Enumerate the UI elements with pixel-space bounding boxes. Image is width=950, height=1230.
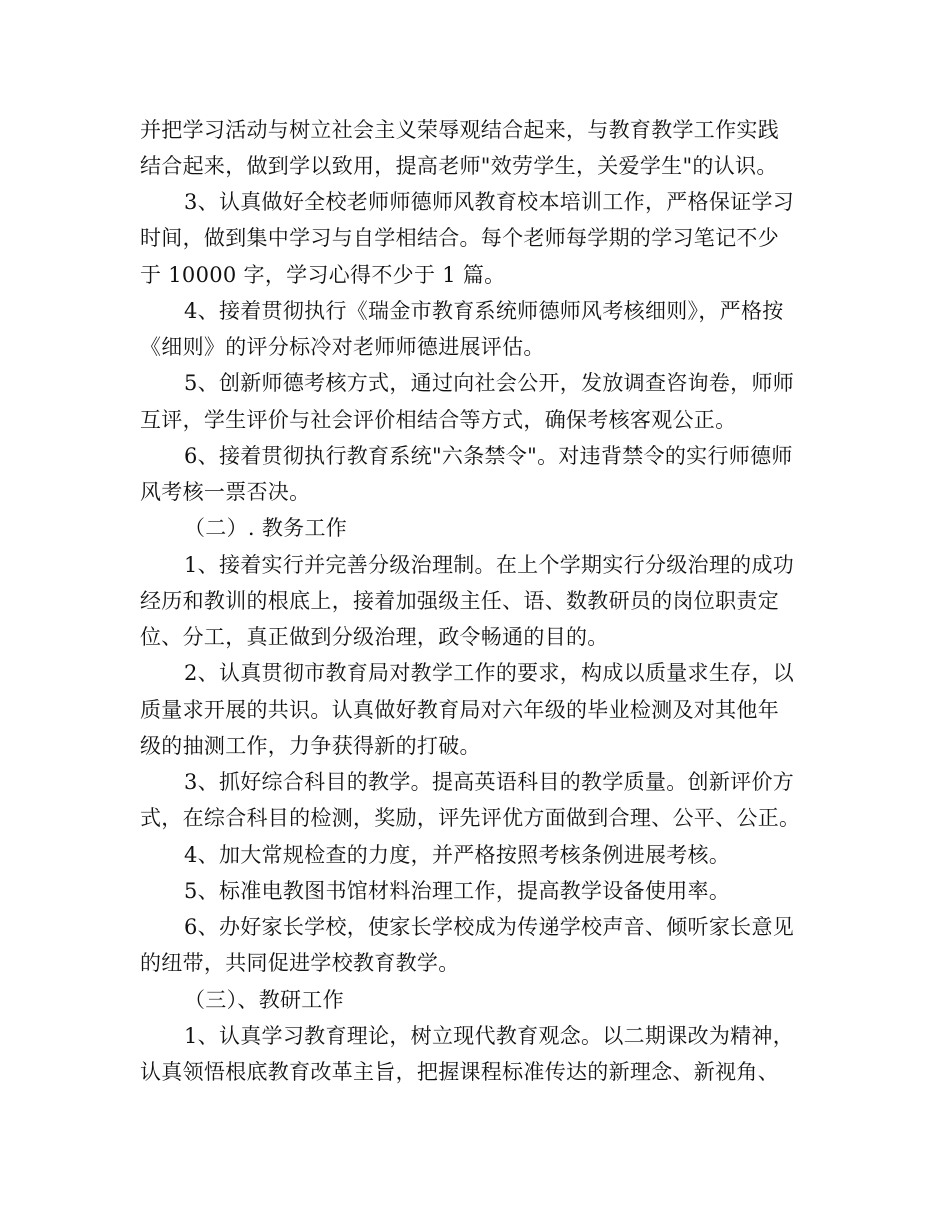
section-heading: （三）、教研工作 [184,988,344,1012]
text-line: 3、抓好综合科目的教学。提高英语科目的教学质量。创新评价方 [184,770,795,794]
text-line: 位、分工，真正做到分级治理，政令畅通的目的。 [140,625,609,649]
section-heading: （二）. 教务工作 [184,516,348,540]
text-line: 式，在综合科目的检测，奖励，评先评优方面做到合理、公平、公正。 [140,806,801,830]
text-line: 4、加大常规检查的力度，并严格按照考核条例进展考核。 [184,843,731,867]
text-line: 结合起来，做到学以致用，提高老师"效劳学生，关爱学生"的认识。 [140,154,778,178]
text-line: 时间，做到集中学习与自学相结合。每个老师每学期的学习笔记不少 [140,226,779,250]
text-line: 经历和教训的根底上，接着加强级主任、语、数教研员的岗位职责定 [140,589,779,613]
text-line: 互评，学生评价与社会评价相结合等方式，确保考核客观公正。 [140,408,737,432]
text-line: 5、标准电教图书馆材料治理工作，提高教学设备使用率。 [184,879,731,903]
text-line: 2、认真贯彻市教育局对教学工作的要求，构成以质量求生存，以 [184,661,795,685]
text-line: 4、接着贯彻执行《瑞金市教育系统师德师风考核细则》，严格按 [184,299,784,323]
text-line: 的纽带，共同促进学校教育教学。 [140,951,460,975]
text-line: 6、接着贯彻执行教育系统"六条禁令"。对违背禁令的实行师德师 [184,444,793,468]
text-line: 风考核一票否决。 [140,480,311,504]
text-line: 质量求开展的共识。认真做好教育局对六年级的毕业检测及对其他年 [140,698,779,722]
text-line: 并把学习活动与树立社会主义荣辱观结合起来，与教育教学工作实践 [140,118,779,142]
text-line: 1、接着实行并完善分级治理制。在上个学期实行分级治理的成功 [184,553,795,577]
text-line: 5、创新师德考核方式，通过向社会公开，发放调查咨询卷，师师 [184,371,795,395]
text-line: 于 10000 字，学习心得不少于 1 篇。 [140,263,506,287]
text-line: 6、办好家长学校，使家长学校成为传递学校声音、倾听家长意见 [184,915,795,939]
text-line: 认真领悟根底教育改革主旨，把握课程标准传达的新理念、新视角、 [140,1060,779,1084]
text-line: 级的抽测工作，力争获得新的打破。 [140,734,481,758]
text-line: 《细则》的评分标冷对老师师德进展评估。 [140,335,545,359]
text-line: 1、认真学习教育理论，树立现代教育观念。以二期课改为精神， [184,1024,795,1048]
text-line: 3、认真做好全校老师师德师风教育校本培训工作，严格保证学习 [184,190,795,214]
